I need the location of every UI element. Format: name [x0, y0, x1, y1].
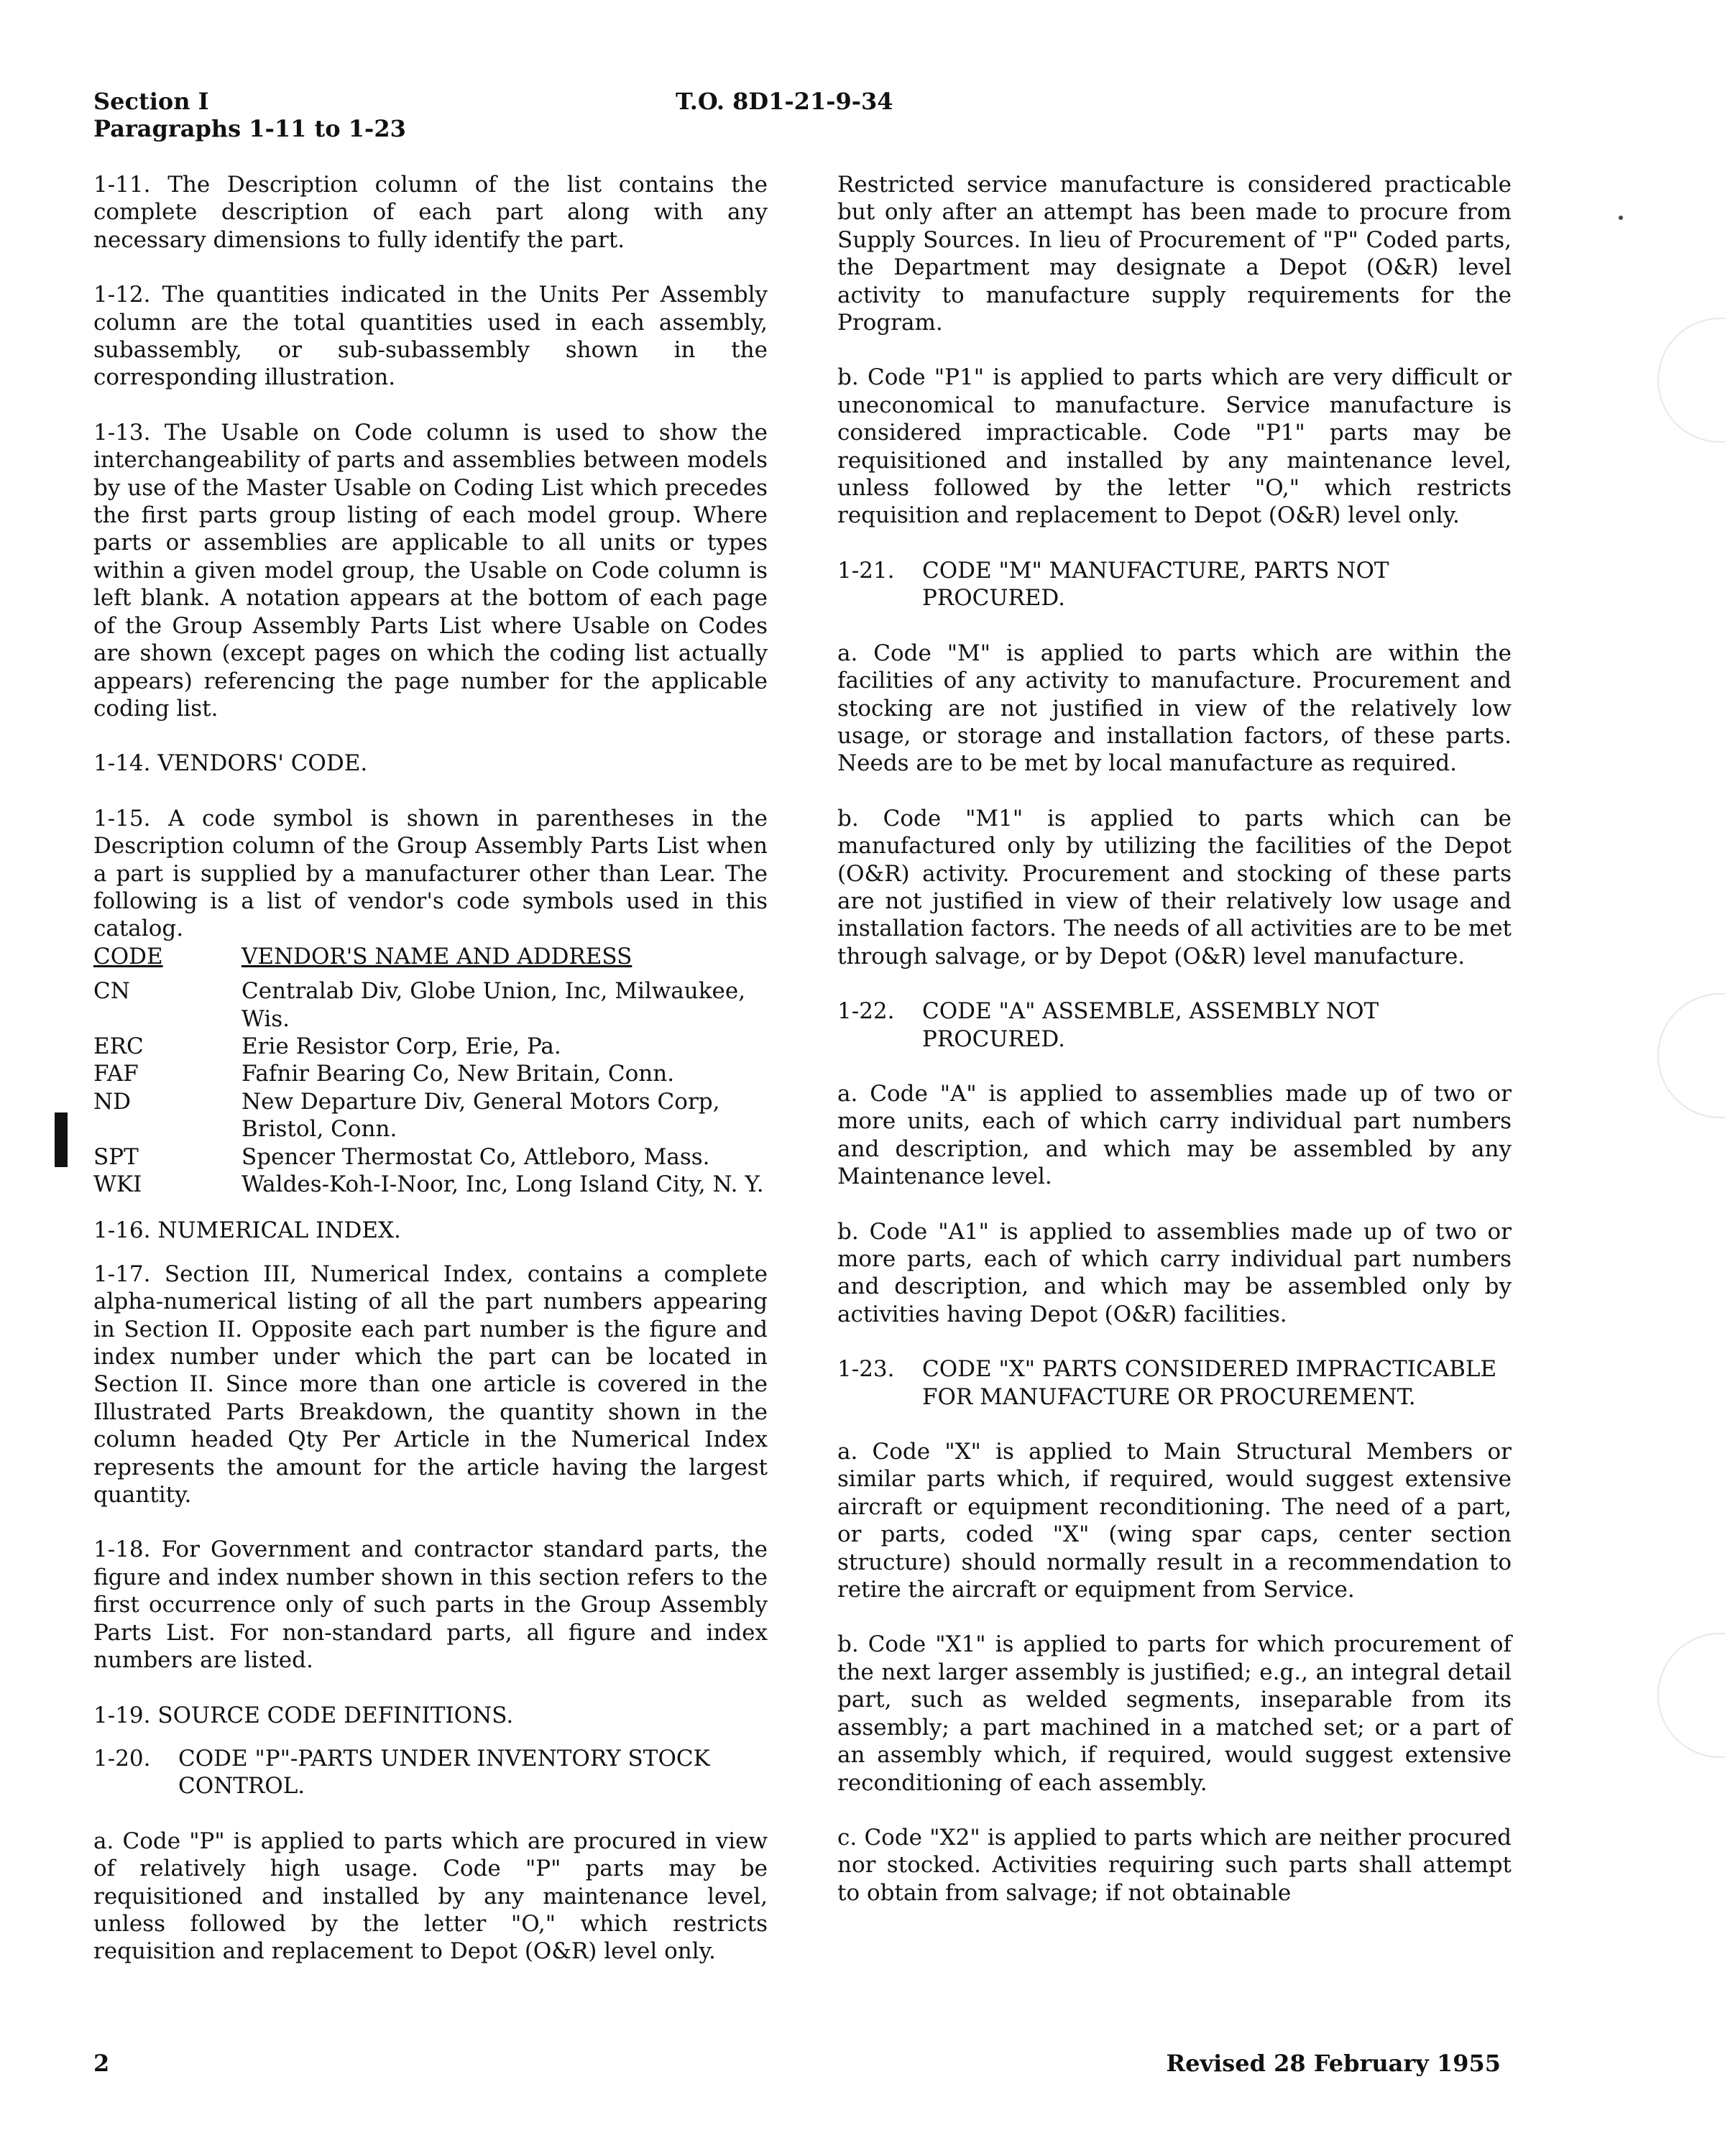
vendor-name: Centralab Div, Globe Union, Inc, Milwaukee, Wis.: [242, 978, 746, 1032]
vendor-row: [93, 1088, 768, 1143]
paragraphs-range: Paragraphs 1-11 to 1-23: [93, 115, 406, 142]
vendor-table-header: [93, 943, 768, 970]
paragraph-1-20a: a. Code "P" is applied to parts which are procured in view of relatively high usage. Code "P" parts may be requisitioned and installed by any maintenance level, unless followed by the letter "O," which restricts requisition and replacement to Depot (O&R) level only.: [93, 1828, 775, 1965]
revision-date: Revised 28 February 1955: [1166, 2050, 1501, 2077]
section-label: Section I: [93, 88, 209, 115]
paragraph-1-18: 1-18. For Government and contractor standard parts, the figure and index number shown in this section refers to the first occurrence only of such parts in the Group Assembly Parts List. For non-standard parts, all figure and index numbers are listed.: [93, 1537, 775, 1674]
vendor-code-table: [93, 943, 768, 1199]
vendor-row: [93, 1143, 768, 1171]
left-column: [93, 171, 775, 1993]
vendor-code: WKI: [93, 1171, 142, 1197]
vendor-row: [93, 977, 768, 1033]
heading-1-21: [837, 557, 1512, 612]
paragraph-1-12: 1-12. The quantities indicated in the Units Per Assembly column are the total quantities used in each assembly, subassembly, or sub-subassembly shown in the corresponding illustration.: [93, 282, 775, 391]
paragraph-1-23c: c. Code "X2" is applied to parts which are neither procured nor stocked. Activities requiring such parts shall attempt to obtain from salvage; if not obtainable: [837, 1824, 1519, 1906]
heading-1-20: [93, 1745, 768, 1800]
paragraph-1-23b: b. Code "X1" is applied to parts for which procurement of the next larger assembly is justified; e.g., an integral detail part, such as welded segments, inseparable from its assembly; a part machined in a matched set; or a part of an assembly which, if required, would suggest extensive reconditioning of each assembly.: [837, 1631, 1519, 1796]
heading-title: CODE "A" ASSEMBLE, ASSEMBLY NOT PROCURED.: [922, 998, 1379, 1052]
heading-title: CODE "M" MANUFACTURE, PARTS NOT PROCURED.: [922, 557, 1389, 612]
right-column: [837, 171, 1519, 1934]
heading-title: CODE "X" PARTS CONSIDERED IMPRACTICABLE FOR MANUFACTURE OR PROCUREMENT.: [922, 1356, 1497, 1410]
binder-hole: [1657, 1633, 1725, 1758]
change-bar: [55, 1112, 68, 1167]
paragraph-1-11: 1-11. The Description column of the list contains the complete description of each part along with any necessary dimensions to fully identify the part.: [93, 172, 775, 253]
paragraph-1-17: 1-17. Section III, Numerical Index, contains a complete alpha-numerical listing of all the part numbers appearing in Section II. Opposite each part number is the figure and index number under which the part can be located in Section II. Since more than one article is covered in the Illustrated Parts Breakdown, the quantity shown in the column headed Qty Per Article in the Numerical Index represents the amount for the article having the largest quantity.: [93, 1261, 775, 1508]
paragraph-1-13: 1-13. The Usable on Code column is used to show the interchangeability of parts and assemblies between models by use of the Master Usable on Coding List which precedes the first parts group listing of each model group. Where parts or assemblies are applicable to all units or types within a given model group, the Usable on Code column is left blank. A notation appears at the bottom of each page of the Group Assembly Parts List where Usable on Codes are shown (except pages on which the coding list actually appears) referencing the page number for the applicable coding list.: [93, 419, 775, 722]
heading-1-22: [837, 998, 1512, 1053]
vendor-code: CN: [93, 978, 130, 1005]
vendor-row: [93, 1033, 768, 1060]
vendor-name: Waldes-Koh-I-Noor, Inc, Long Island City, N. Y.: [242, 1171, 764, 1197]
vendor-column-header: VENDOR'S NAME AND ADDRESS: [242, 943, 632, 969]
vendor-row: [93, 1171, 768, 1198]
vendor-row: [93, 1060, 768, 1087]
section-header: [93, 88, 406, 142]
vendor-name: Erie Resistor Corp, Erie, Pa.: [242, 1033, 561, 1059]
paragraph-1-21a: a. Code "M" is applied to parts which are within the facilities of any activity to manufacture. Procurement and stocking are not justified in view of the relatively low usage, or storage and installation factors, of these parts. Needs are to be met by local manufacture as required.: [837, 640, 1519, 777]
heading-title: CODE "P"-PARTS UNDER INVENTORY STOCK CONTROL.: [178, 1745, 710, 1800]
speck: [1619, 216, 1623, 220]
vendor-name: New Departure Div, General Motors Corp, Bristol, Conn.: [242, 1088, 720, 1143]
paragraph-1-22b: b. Code "A1" is applied to assemblies made up of two or more parts, each of which carry individual part numbers and description, and which may be assembled only by activities having Depot (O&R) facilities.: [837, 1218, 1519, 1327]
paragraph-1-21b: b. Code "M1" is applied to parts which can be manufactured only by utilizing the facilities of the Depot (O&R) activity. Procurement and stocking of these parts are not justified in view of their relatively low usage and installation factors. The needs of all activities are to be met through salvage, or by Depot (O&R) level manufacture.: [837, 805, 1519, 969]
paragraph-1-20b: b. Code "P1" is applied to parts which are very difficult or uneconomical to manufacture. Service manufacture is considered impracticable. Code "P1" parts may be requisitioned and installed by any maintenance level, unless followed by the letter "O," which restricts requisition and replacement to Depot (O&R) level only.: [837, 364, 1519, 529]
vendor-code: ND: [93, 1088, 131, 1115]
paragraph-1-20-continued: Restricted service manufacture is considered practicable but only after an attempt has been made to procure from Supply Sources. In lieu of Procurement of "P" Coded parts, the Department may designate a Depot (O&R) level activity to manufacture supply requirements for the Program.: [837, 172, 1519, 336]
heading-number: 1-20.: [93, 1745, 151, 1772]
binder-hole: [1657, 993, 1725, 1118]
heading-1-19: 1-19. SOURCE CODE DEFINITIONS.: [93, 1702, 514, 1728]
page-number: 2: [93, 2050, 110, 2077]
to-number: T.O. 8D1-21-9-34: [676, 88, 893, 115]
vendor-name: Spencer Thermostat Co, Attleboro, Mass.: [242, 1143, 710, 1170]
heading-number: 1-21.: [837, 557, 895, 584]
vendor-code: SPT: [93, 1143, 139, 1170]
vendor-code: ERC: [93, 1033, 144, 1059]
heading-1-23: [837, 1355, 1512, 1411]
heading-number: 1-23.: [837, 1356, 895, 1383]
binder-hole: [1657, 318, 1725, 443]
paragraph-1-23a: a. Code "X" is applied to Main Structural Members or similar parts which, if required, would suggest extensive aircraft or equipment reconditioning. The need of a part, or parts, coded "X" (wing spar caps, center section structure) should normally result in a recommendation to retire the aircraft or equipment from Service.: [837, 1439, 1519, 1603]
heading-1-14: 1-14. VENDORS' CODE.: [93, 750, 368, 777]
vendor-code: FAF: [93, 1061, 139, 1087]
heading-1-16: 1-16. NUMERICAL INDEX.: [93, 1217, 401, 1244]
paragraph-1-22a: a. Code "A" is applied to assemblies made up of two or more units, each of which carry individual part numbers and description, and which may be assembled by any Maintenance level.: [837, 1080, 1519, 1190]
heading-number: 1-22.: [837, 998, 895, 1025]
vendor-name: Fafnir Bearing Co, New Britain, Conn.: [242, 1061, 675, 1087]
paragraph-1-15: 1-15. A code symbol is shown in parentheses in the Description column of the Group Assembly Parts List when a part is supplied by a manufacturer other than Lear. The following is a list of vendor's code symbols used in this catalog.: [93, 805, 775, 942]
code-column-header: CODE: [93, 943, 163, 969]
